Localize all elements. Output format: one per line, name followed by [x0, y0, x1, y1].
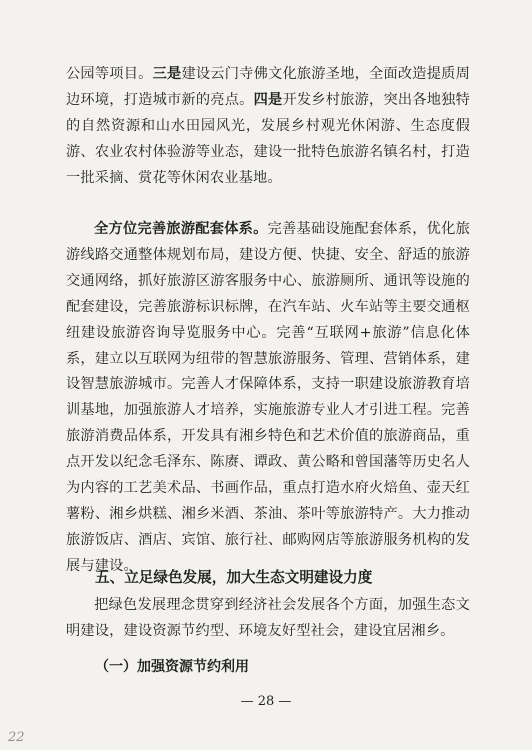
- paragraph-body: 把绿色发展理念贯穿到经济社会发展各个方面，加强生态文明建设，建设资源节约型、环境友好型社会，建设宜居湘乡。: [66, 597, 470, 639]
- text-run: 公园等项目。: [66, 66, 153, 82]
- section-heading: 五、立足绿色发展，加大生态文明建设力度: [95, 569, 373, 586]
- bold-marker: 四是: [253, 91, 283, 108]
- paragraph-tourism-support-system: [66, 217, 470, 580]
- paragraph-rural-tourism: [66, 62, 470, 192]
- page-number: — 28 —: [240, 694, 292, 709]
- handwritten-mark: 22: [8, 730, 25, 745]
- paragraph-green-development: [66, 593, 470, 645]
- text-run: 建设云门寺佛文化旅游圣地，全面改造提质周边环境，打造城市新的亮点。: [66, 66, 470, 108]
- subsection-heading: （一）加强资源节约利用: [95, 659, 249, 675]
- paragraph-lead-bold: 全方位完善旅游配套体系。: [94, 221, 268, 237]
- text-run: 开发乡村旅游，突出各地独特的自然资源和山水田园风光，发展乡村观光休闲游、生态度假游、农业农村体验游等业态，建设一批特色旅游名镇名村，打造一批采摘、赏花等休闲农业基地。: [66, 91, 470, 186]
- bold-marker: 三是: [152, 66, 182, 82]
- paragraph-body: 完善基础设施配套体系，优化旅游线路交通整体规划布局，建设方便、快捷、安全、舒适的旅游交通网络，抓好旅游区游客服务中心、旅游厕所、通讯等设施的配套建设，完善旅游标识标牌，在汽车站、火车站等主要交通枢纽建设旅游咨询导览服务中心。完善“互联网+旅游”信息化体系，建立以互联网为纽带的智慧旅游服务、管理、营销体系，建设智慧旅游城市。完善人才保障体系，支持一职建设旅游教育培训基地，加强旅游人才培养，实施旅游专业人才引进工程。完善旅游消费品体系，开发具有湘乡特色和艺术价值的旅游商品，重点开发以纪念毛泽东、陈赓、谭政、黄公略和曾国藩等历史名人为内容的工艺美术品、书画作品，重点打造水府火焙鱼、壶天红薯粉、湘乡烘糕、湘乡米酒、茶油、茶叶等旅游特产。大力推动旅游饭店、酒店、宾馆、旅行社、邮购网店等旅游服务机构的发展与建设。: [66, 221, 470, 574]
